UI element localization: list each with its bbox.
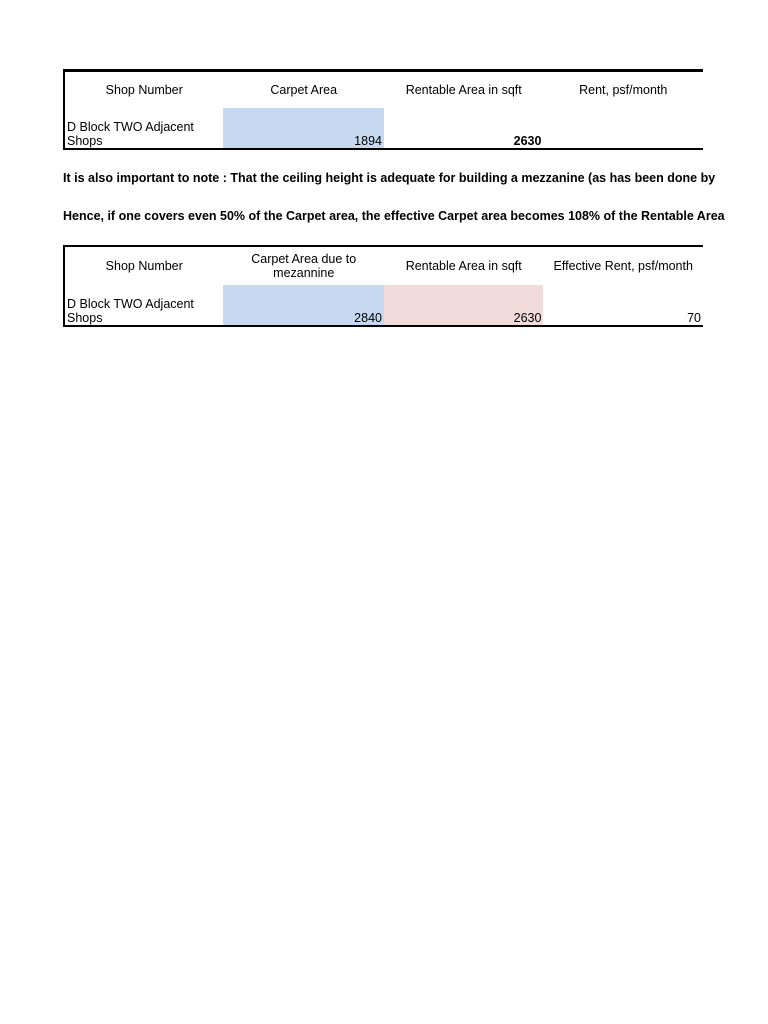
mezzanine-table bbox=[63, 245, 703, 327]
header-rentable-area[interactable]: Rentable Area in sqft bbox=[405, 259, 522, 273]
cell-rentable-area[interactable]: 2630 bbox=[513, 134, 542, 148]
cell-shop[interactable]: D Block TWO Adjacent Shops bbox=[64, 108, 223, 149]
rent-table bbox=[63, 69, 703, 150]
header-carpet-area[interactable]: Carpet Area bbox=[270, 83, 338, 97]
header-effective-rent[interactable]: Effective Rent, psf/month bbox=[553, 259, 693, 273]
spreadsheet-sheet bbox=[63, 0, 725, 1024]
note-ceiling-height[interactable]: It is also important to note : That the ceiling height is adequate for building a mezzanine (as has been done by bbox=[63, 171, 716, 185]
header-rentable-area[interactable]: Rentable Area in sqft bbox=[405, 83, 522, 97]
header-carpet-area-mezzanine[interactable]: Carpet Area due to mezannine bbox=[251, 252, 357, 280]
header-shop-number[interactable]: Shop Number bbox=[64, 71, 223, 109]
cell-carpet-area[interactable]: 1894 bbox=[223, 108, 384, 149]
cell-carpet-area[interactable]: 2840 bbox=[223, 285, 384, 326]
cell-rent[interactable] bbox=[543, 108, 703, 149]
cell-shop[interactable]: D Block TWO Adjacent Shops bbox=[64, 285, 223, 326]
header-rent[interactable]: Rent, psf/month bbox=[579, 83, 668, 97]
mezzanine-table-header-row bbox=[64, 246, 703, 285]
cell-effective-rent[interactable]: 70 bbox=[687, 311, 701, 325]
rent-table-header-row bbox=[64, 71, 703, 109]
table-row bbox=[64, 285, 703, 326]
note-effective-area[interactable]: Hence, if one covers even 50% of the Carpet area, the effective Carpet area becomes 108% of the Rentable Area bbox=[63, 209, 725, 223]
header-shop-number[interactable]: Shop Number bbox=[64, 246, 223, 285]
cell-rentable-area[interactable]: 2630 bbox=[384, 285, 543, 326]
table-row bbox=[64, 108, 703, 149]
